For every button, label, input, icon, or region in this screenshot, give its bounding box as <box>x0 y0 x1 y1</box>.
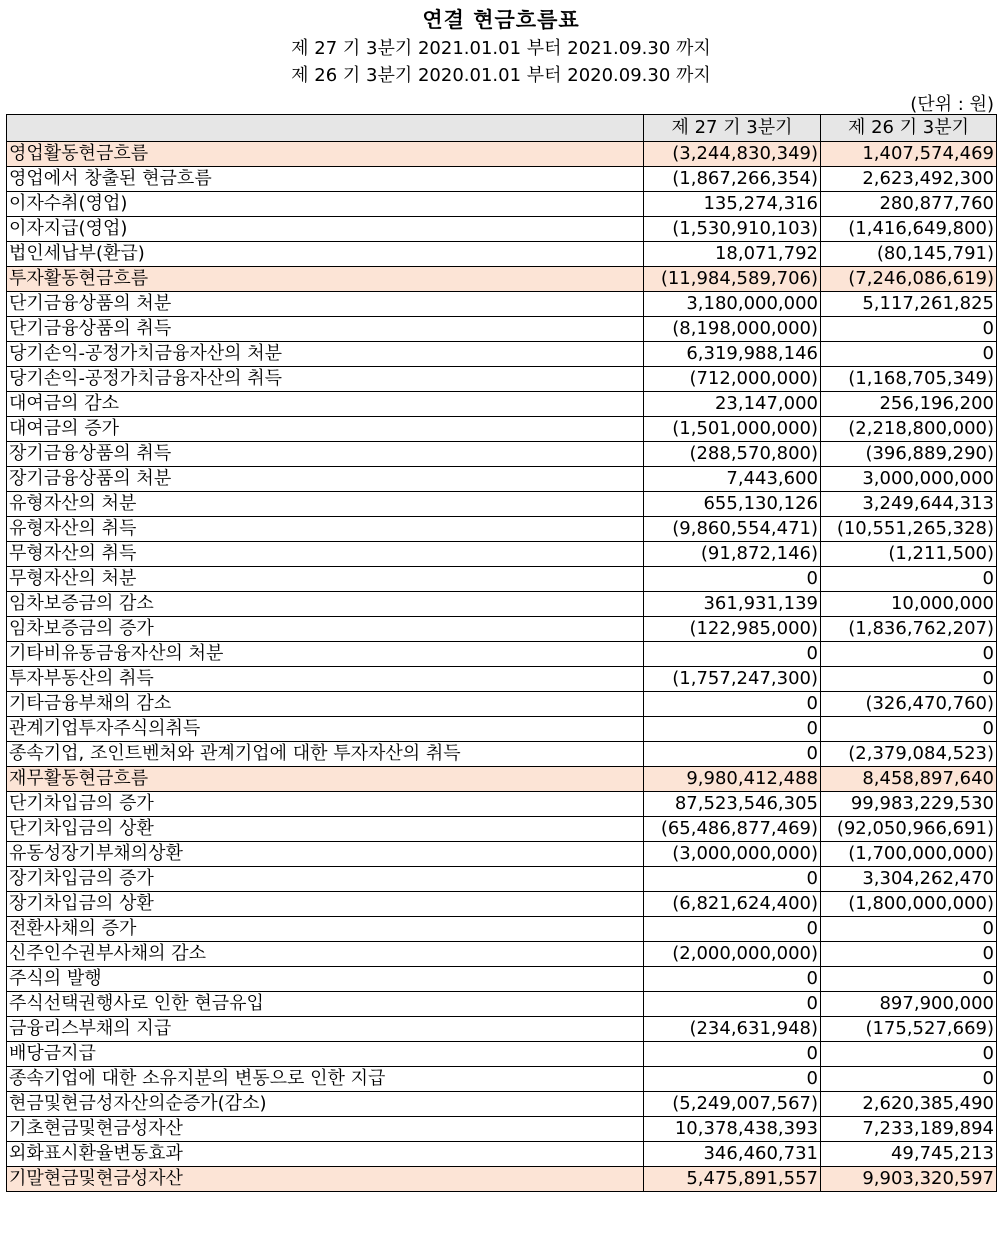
table-row <box>7 642 997 667</box>
row-label: 당기손익-공정가치금융자산의 취득 <box>7 367 644 392</box>
table-row <box>7 792 997 817</box>
previous-period-value: 3,304,262,470 <box>821 867 997 892</box>
previous-period-value: (7,246,086,619) <box>821 267 997 292</box>
row-label: 신주인수권부사채의 감소 <box>7 942 644 967</box>
current-period-value: (3,000,000,000) <box>644 842 821 867</box>
row-label: 배당금지급 <box>7 1042 644 1067</box>
table-row <box>7 892 997 917</box>
row-label: 현금및현금성자산의순증가(감소) <box>7 1092 644 1117</box>
table-row <box>7 617 997 642</box>
row-label: 단기차입금의 상환 <box>7 817 644 842</box>
period-previous: 제 26 기 3분기 2020.01.01 부터 2020.09.30 까지 <box>291 65 711 86</box>
row-label: 임차보증금의 감소 <box>7 592 644 617</box>
current-period-value: 0 <box>644 692 821 717</box>
current-period-value: 0 <box>644 567 821 592</box>
row-label: 장기금융상품의 처분 <box>7 467 644 492</box>
table-row <box>7 717 997 742</box>
row-label: 기타비유동금융자산의 처분 <box>7 642 644 667</box>
unit-label: (단위 : 원) <box>910 94 994 115</box>
previous-period-value: 3,000,000,000 <box>821 467 997 492</box>
row-label: 대여금의 감소 <box>7 392 644 417</box>
row-label: 단기금융상품의 취득 <box>7 317 644 342</box>
current-period-value: 135,274,316 <box>644 192 821 217</box>
table-row <box>7 992 997 1017</box>
previous-period-value: 280,877,760 <box>821 192 997 217</box>
table-row <box>7 942 997 967</box>
current-period-value: 5,475,891,557 <box>644 1167 821 1192</box>
row-label: 기초현금및현금성자산 <box>7 1117 644 1142</box>
row-label: 투자부동산의 취득 <box>7 667 644 692</box>
previous-period-value: 3,249,644,313 <box>821 492 997 517</box>
table-row <box>7 1042 997 1067</box>
table-row <box>7 442 997 467</box>
table-row <box>7 742 997 767</box>
table-row <box>7 367 997 392</box>
previous-period-value: 0 <box>821 342 997 367</box>
previous-period-value: (1,700,000,000) <box>821 842 997 867</box>
row-label: 기타금융부채의 감소 <box>7 692 644 717</box>
row-label: 주식선택권행사로 인한 현금유입 <box>7 992 644 1017</box>
row-label: 유동성장기부채의상환 <box>7 842 644 867</box>
current-period-value: (9,860,554,471) <box>644 517 821 542</box>
row-label: 단기차입금의 증가 <box>7 792 644 817</box>
table-row <box>7 267 997 292</box>
current-period-value: 346,460,731 <box>644 1142 821 1167</box>
table-row <box>7 817 997 842</box>
row-label: 무형자산의 처분 <box>7 567 644 592</box>
previous-period-value: (1,800,000,000) <box>821 892 997 917</box>
current-period-value: (122,985,000) <box>644 617 821 642</box>
current-period-value: (1,757,247,300) <box>644 667 821 692</box>
previous-period-value: 9,903,320,597 <box>821 1167 997 1192</box>
current-period-value: 0 <box>644 642 821 667</box>
row-label: 단기금융상품의 처분 <box>7 292 644 317</box>
row-label: 외화표시환율변동효과 <box>7 1142 644 1167</box>
current-period-value: (288,570,800) <box>644 442 821 467</box>
table-row <box>7 767 997 792</box>
row-label: 투자활동현금흐름 <box>7 267 644 292</box>
row-label: 전환사채의 증가 <box>7 917 644 942</box>
row-label: 무형자산의 취득 <box>7 542 644 567</box>
row-label: 이자지급(영업) <box>7 217 644 242</box>
table-body <box>7 142 997 1192</box>
table-row <box>7 317 997 342</box>
row-label: 영업에서 창출된 현금흐름 <box>7 167 644 192</box>
previous-period-value: 2,623,492,300 <box>821 167 997 192</box>
table-row <box>7 842 997 867</box>
current-period-value: 6,319,988,146 <box>644 342 821 367</box>
previous-period-value: 0 <box>821 317 997 342</box>
previous-period-value: 7,233,189,894 <box>821 1117 997 1142</box>
current-period-value: (1,530,910,103) <box>644 217 821 242</box>
row-label: 관계기업투자주식의취득 <box>7 717 644 742</box>
row-label: 유형자산의 취득 <box>7 517 644 542</box>
current-period-value: 0 <box>644 717 821 742</box>
row-label: 기말현금및현금성자산 <box>7 1167 644 1192</box>
current-period-value: (1,867,266,354) <box>644 167 821 192</box>
previous-period-value: 10,000,000 <box>821 592 997 617</box>
row-label: 영업활동현금흐름 <box>7 142 644 167</box>
table-row <box>7 667 997 692</box>
current-period-value: 9,980,412,488 <box>644 767 821 792</box>
current-period-value: 0 <box>644 1067 821 1092</box>
table-row <box>7 967 997 992</box>
header-previous-period: 제 26 기 3분기 <box>821 115 997 142</box>
previous-period-value: 8,458,897,640 <box>821 767 997 792</box>
previous-period-value: (1,211,500) <box>821 542 997 567</box>
current-period-value: (8,198,000,000) <box>644 317 821 342</box>
current-period-value: (65,486,877,469) <box>644 817 821 842</box>
current-period-value: 7,443,600 <box>644 467 821 492</box>
row-label: 주식의 발행 <box>7 967 644 992</box>
table-row <box>7 142 997 167</box>
table-row <box>7 217 997 242</box>
table-row <box>7 492 997 517</box>
row-label: 임차보증금의 증가 <box>7 617 644 642</box>
previous-period-value: 1,407,574,469 <box>821 142 997 167</box>
row-label: 장기차입금의 상환 <box>7 892 644 917</box>
table-row <box>7 342 997 367</box>
table-row <box>7 1092 997 1117</box>
previous-period-value: 0 <box>821 1042 997 1067</box>
current-period-value: 23,147,000 <box>644 392 821 417</box>
table-row <box>7 392 997 417</box>
row-label: 장기금융상품의 취득 <box>7 442 644 467</box>
current-period-value: (2,000,000,000) <box>644 942 821 967</box>
table-row <box>7 292 997 317</box>
current-period-value: 0 <box>644 992 821 1017</box>
current-period-value: 18,071,792 <box>644 242 821 267</box>
current-period-value: 0 <box>644 742 821 767</box>
previous-period-value: 5,117,261,825 <box>821 292 997 317</box>
previous-period-value: (2,379,084,523) <box>821 742 997 767</box>
row-label: 재무활동현금흐름 <box>7 767 644 792</box>
current-period-value: 10,378,438,393 <box>644 1117 821 1142</box>
current-period-value: 87,523,546,305 <box>644 792 821 817</box>
table-row <box>7 917 997 942</box>
current-period-value: (91,872,146) <box>644 542 821 567</box>
previous-period-value: 99,983,229,530 <box>821 792 997 817</box>
row-label: 유형자산의 처분 <box>7 492 644 517</box>
current-period-value: 655,130,126 <box>644 492 821 517</box>
previous-period-value: 0 <box>821 642 997 667</box>
previous-period-value: (396,889,290) <box>821 442 997 467</box>
row-label: 이자수취(영업) <box>7 192 644 217</box>
row-label: 장기차입금의 증가 <box>7 867 644 892</box>
table-row <box>7 867 997 892</box>
table-row <box>7 1017 997 1042</box>
row-label: 대여금의 증가 <box>7 417 644 442</box>
current-period-value: 361,931,139 <box>644 592 821 617</box>
previous-period-value: (2,218,800,000) <box>821 417 997 442</box>
current-period-value: 0 <box>644 917 821 942</box>
table-row <box>7 592 997 617</box>
row-label: 종속기업, 조인트벤처와 관계기업에 대한 투자자산의 취득 <box>7 742 644 767</box>
table-row <box>7 167 997 192</box>
current-period-value: 0 <box>644 967 821 992</box>
previous-period-value: 256,196,200 <box>821 392 997 417</box>
current-period-value: (1,501,000,000) <box>644 417 821 442</box>
previous-period-value: (175,527,669) <box>821 1017 997 1042</box>
previous-period-value: (326,470,760) <box>821 692 997 717</box>
table-row <box>7 1142 997 1167</box>
header-current-period: 제 27 기 3분기 <box>644 115 821 142</box>
previous-period-value: (1,416,649,800) <box>821 217 997 242</box>
current-period-value: (11,984,589,706) <box>644 267 821 292</box>
header-row <box>7 115 997 142</box>
table-row <box>7 417 997 442</box>
previous-period-value: 0 <box>821 1067 997 1092</box>
table-row <box>7 567 997 592</box>
previous-period-value: (1,836,762,207) <box>821 617 997 642</box>
current-period-value: 0 <box>644 867 821 892</box>
current-period-value: (5,249,007,567) <box>644 1092 821 1117</box>
previous-period-value: 897,900,000 <box>821 992 997 1017</box>
previous-period-value: (1,168,705,349) <box>821 367 997 392</box>
table-row <box>7 242 997 267</box>
previous-period-value: 0 <box>821 917 997 942</box>
previous-period-value: 0 <box>821 942 997 967</box>
previous-period-value: 0 <box>821 967 997 992</box>
table-row <box>7 517 997 542</box>
table-row <box>7 692 997 717</box>
previous-period-value: 2,620,385,490 <box>821 1092 997 1117</box>
previous-period-value: (80,145,791) <box>821 242 997 267</box>
table-row <box>7 1117 997 1142</box>
previous-period-value: (10,551,265,328) <box>821 517 997 542</box>
table-row <box>7 542 997 567</box>
previous-period-value: 0 <box>821 717 997 742</box>
current-period-value: (3,244,830,349) <box>644 142 821 167</box>
table-row <box>7 1067 997 1092</box>
current-period-value: 3,180,000,000 <box>644 292 821 317</box>
previous-period-value: 0 <box>821 667 997 692</box>
table-row <box>7 192 997 217</box>
period-current: 제 27 기 3분기 2021.01.01 부터 2021.09.30 까지 <box>291 38 711 59</box>
header-blank <box>7 115 644 142</box>
table-row <box>7 467 997 492</box>
previous-period-value: 0 <box>821 567 997 592</box>
current-period-value: (234,631,948) <box>644 1017 821 1042</box>
current-period-value: 0 <box>644 1042 821 1067</box>
current-period-value: (712,000,000) <box>644 367 821 392</box>
row-label: 법인세납부(환급) <box>7 242 644 267</box>
row-label: 종속기업에 대한 소유지분의 변동으로 인한 지급 <box>7 1067 644 1092</box>
previous-period-value: 49,745,213 <box>821 1142 997 1167</box>
row-label: 금융리스부채의 지급 <box>7 1017 644 1042</box>
cash-flow-table <box>6 114 997 1192</box>
previous-period-value: (92,050,966,691) <box>821 817 997 842</box>
statement-title: 연결 현금흐름표 <box>422 8 580 32</box>
row-label: 당기손익-공정가치금융자산의 처분 <box>7 342 644 367</box>
table-row <box>7 1167 997 1192</box>
current-period-value: (6,821,624,400) <box>644 892 821 917</box>
